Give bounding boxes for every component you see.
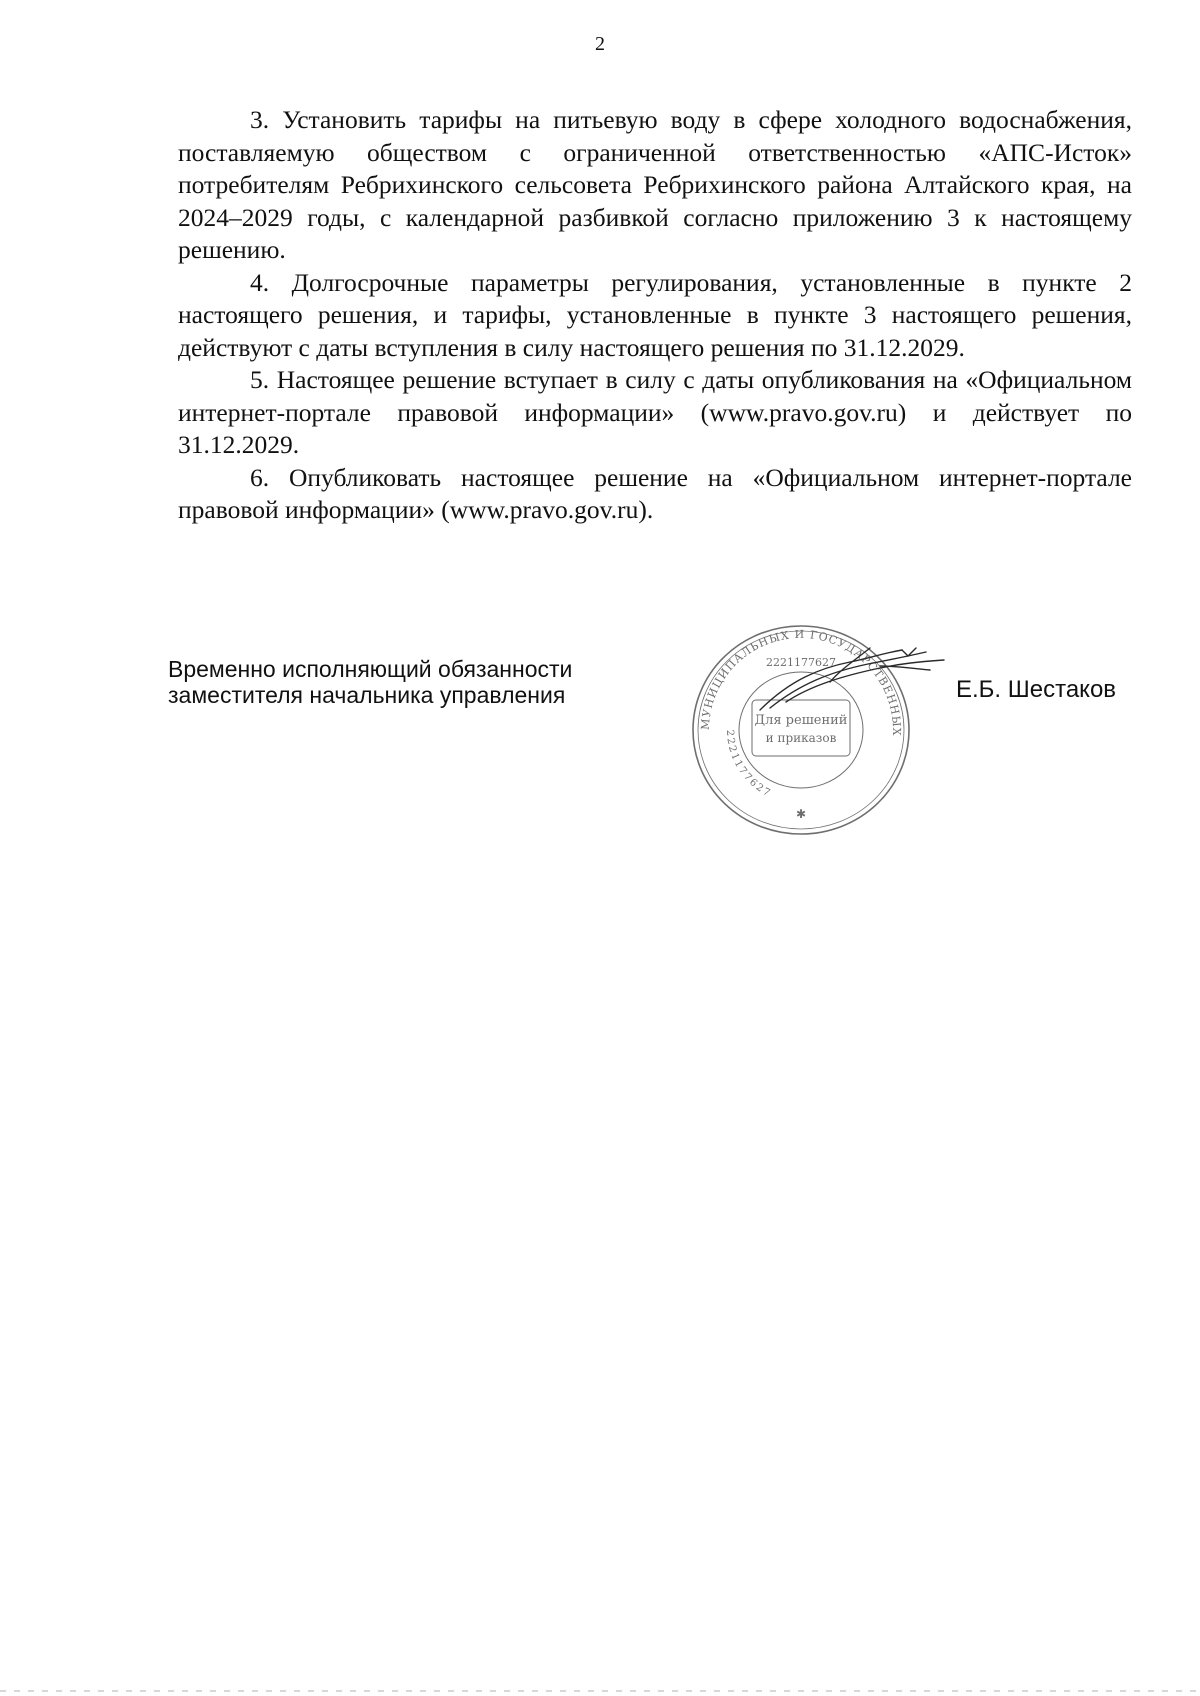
paragraph-4: 4. Долгосрочные параметры регулирования, установленные в пункте 2 настоящего решения, и тарифы, установленные в пункте 3 настоящего решения, действуют с даты вступления в силу настоящего решения по 31.12.2029. xyxy=(178,267,1132,362)
stamp-number-top: 2221177627 xyxy=(766,656,836,669)
signatory-position-line-2: заместителя начальника управления xyxy=(168,682,566,708)
stamp-star-icon: ✱ xyxy=(795,807,807,821)
handwritten-signature xyxy=(730,640,960,720)
paragraph-3: 3. Установить тарифы на питьевую воду в сфере холодного водоснабжения, поставляемую обществом с ограниченной ответственностью «АПС-Исток» потребителям Ребрихинского сельсовета Ребрихинского района Алтайского края, на 2024–2029 годы, с календарной разбивкой согласно приложению 3 к настоящему решению. xyxy=(178,105,1132,264)
stamp-center-line-2: и приказов xyxy=(765,731,837,745)
stamp-center-line-1: Для решений xyxy=(754,713,848,728)
paragraph-5: 5. Настоящее решение вступает в силу с даты опубликования на «Официальном интернет-портале правовой информации» (www.pravo.gov.ru) и действует по 31.12.2029. xyxy=(178,365,1132,459)
page-number: 2 xyxy=(595,33,605,55)
signatory-name: Е.Б. Шестаков xyxy=(956,676,1117,703)
stamp-ring-text: МУНИЦИПАЛЬНЫХ И ГОСУДАРСТВЕННЫХ xyxy=(698,627,904,737)
paragraph-6: 6. Опубликовать настоящее решение на «Официальном интернет-портале правовой информации» (www.pravo.gov.ru). xyxy=(178,462,1132,524)
document-body xyxy=(178,104,1132,527)
scan-edge-artifact xyxy=(0,1690,1200,1692)
signatory-position xyxy=(168,656,572,708)
signatory-position-line-1: Временно исполняющий обязанности xyxy=(168,656,573,682)
stamp-number-ring: 2221177627 xyxy=(723,729,774,800)
